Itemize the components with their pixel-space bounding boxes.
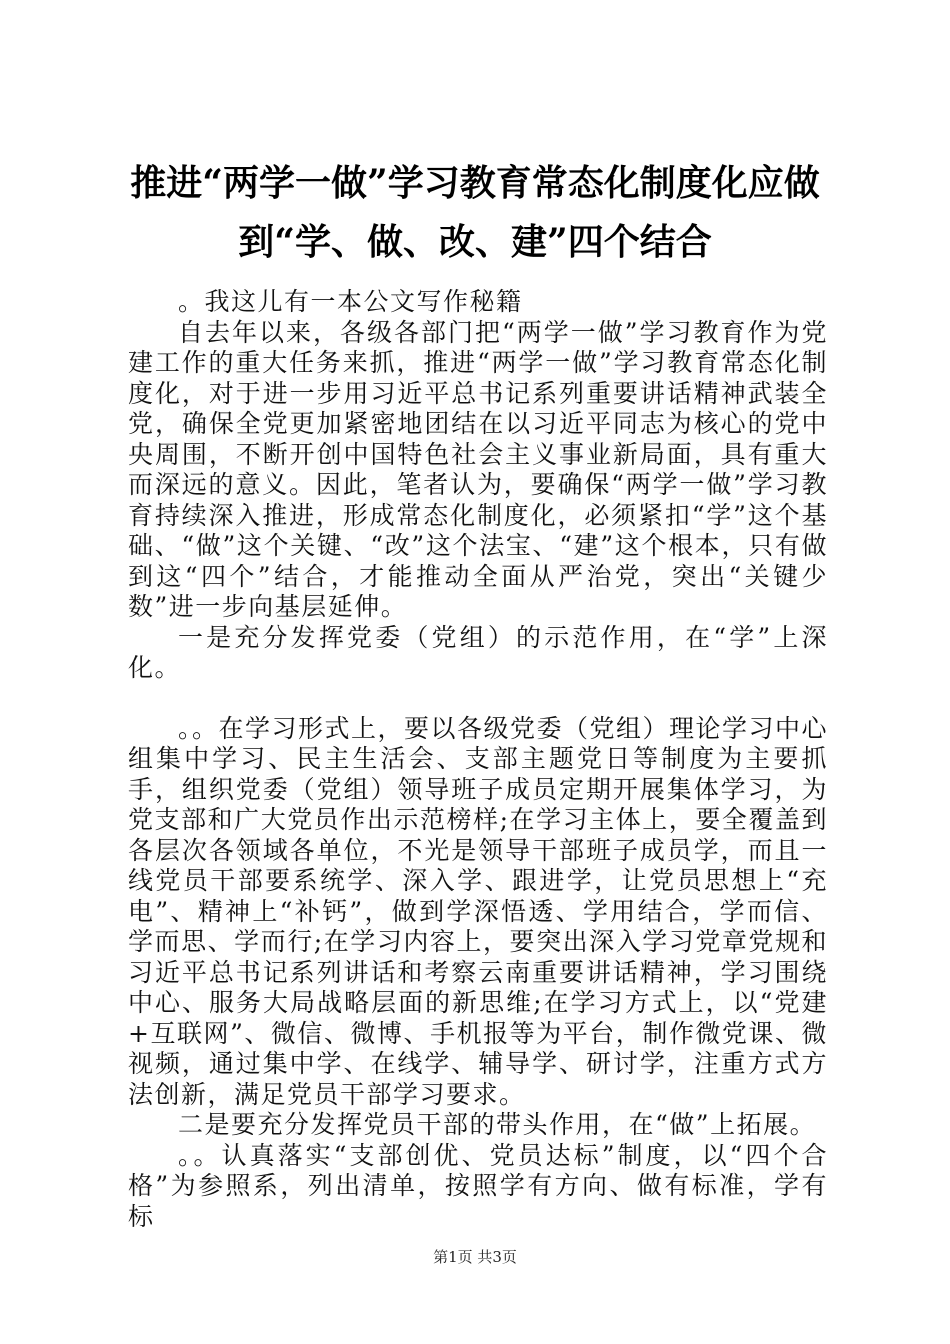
- page-number-footer: 第1页 共3页: [433, 1248, 517, 1266]
- document-title-line-2: 到“学、做、改、建”四个结合: [238, 221, 712, 263]
- document-body: [128, 287, 828, 1232]
- paragraph-intro-note: 。我这儿有一本公文写作秘籍: [178, 287, 523, 316]
- paragraph-do-details: 。。认真落实“支部创优、党员达标”制度，以“四个合格”为参照系，列出清单，按照学有方向、做有标准，学有标: [128, 1140, 828, 1231]
- paragraph-study-details: 。。在学习形式上，要以各级党委（党组）理论学习中心组集中学习、民主生活会、支部主题党日等制度为主要抓手，组织党委（党组）领导班子成员定期开展集体学习，为党支部和广大党员作出示范榜样;在学习主体上，要全覆盖到各层次各领域各单位，不光是领导干部班子成员学，而且一线党员干部要系统学、深入学、跟进学，让党员思想上“充电”、精神上“补钙”，做到学深悟透、学用结合，学而信、学而思、学而行;在学习内容上，要突出深入学习党章党规和习近平总书记系列讲话和考察云南重要讲话精神，学习围绕中心、服务大局战略层面的新思维;在学习方式上，以“党建+互联网”、微信、微博、手机报等为平台，制作微党课、微视频，通过集中学、在线学、辅导学、研讨学，注重方式方法创新，满足党员干部学习要求。: [128, 713, 829, 1109]
- paragraph-heading-1: 一是充分发挥党委（党组）的示范作用，在“学”上深化。: [128, 622, 828, 682]
- paragraph-background: 自去年以来，各级各部门把“两学一做”学习教育作为党建工作的重大任务来抓，推进“两学一做”学习教育常态化制度化，对于进一步用习近平总书记系列重要讲话精神武装全党，确保全党更加紧密地团结在以习近平同志为核心的党中央周围，不断开创中国特色社会主义事业新局面，具有重大而深远的意义。因此，笔者认为，要确保“两学一做”学习教育持续深入推进，形成常态化制度化，必须紧扣“学”这个基础、“做”这个关键、“改”这个法宝、“建”这个根本，只有做到这“四个”结合，才能推动全面从严治党，突出“关键少数”进一步向基层延伸。: [128, 317, 828, 621]
- paragraph-heading-2: 二是要充分发挥党员干部的带头作用，在“做”上拓展。: [178, 1110, 817, 1139]
- document-title-line-1: 推进“两学一做”学习教育常态化制度化应做: [130, 162, 820, 204]
